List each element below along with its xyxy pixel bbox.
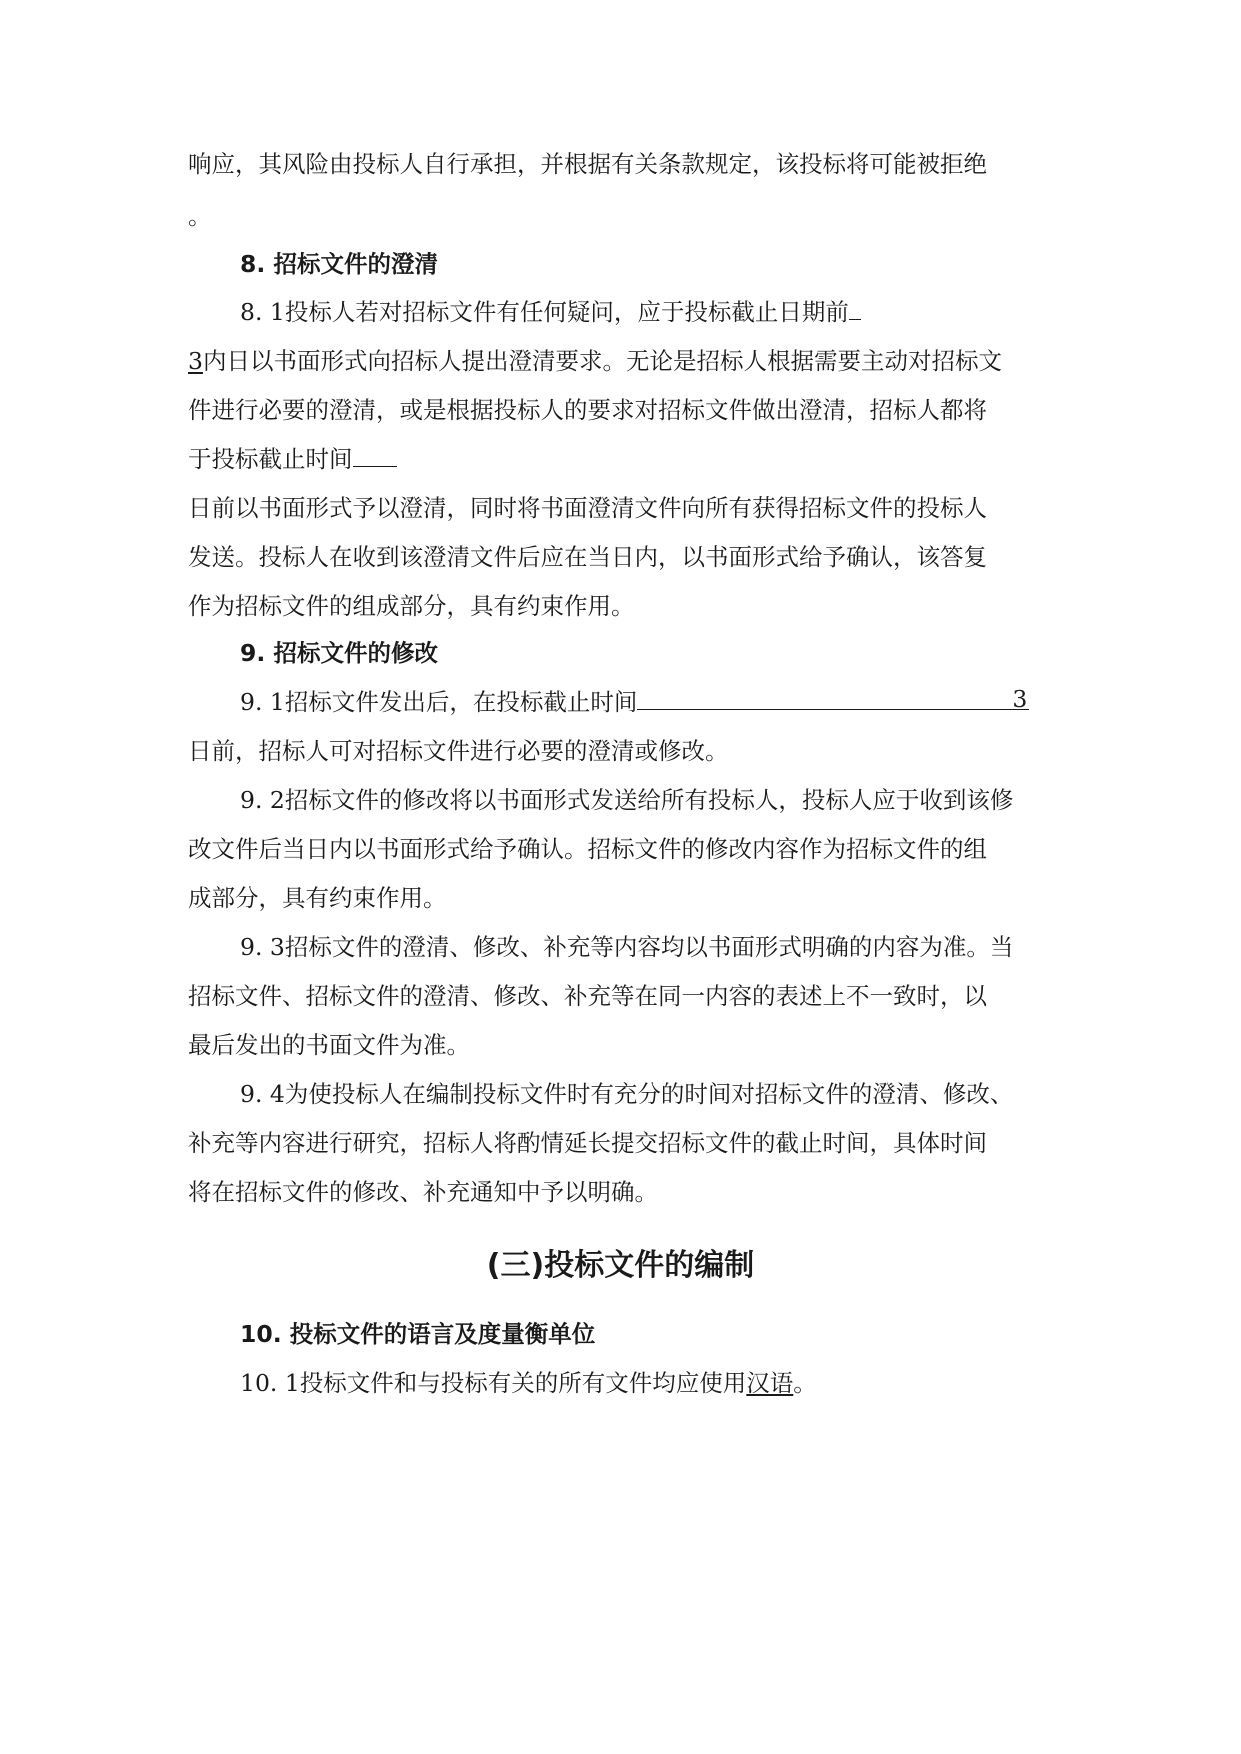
clause-8-1-line: 日前以书面形式予以澄清，同时将书面澄清文件向所有获得招标文件的投标人 xyxy=(188,494,987,522)
paragraph-line: 。 xyxy=(188,202,212,230)
fill-blank xyxy=(637,685,1029,713)
clause-8-1-line: 作为招标文件的组成部分，具有约束作用。 xyxy=(188,592,635,620)
fill-blank xyxy=(353,444,397,467)
days-value: 3 xyxy=(188,347,203,375)
clause-text: 内日以书面形式向招标人提出澄清要求。无论是招标人根据需要主动对招标文 xyxy=(202,347,1002,375)
section-10-heading: 10. 投标文件的语言及度量衡单位 xyxy=(240,1320,596,1348)
clause-9-1-line xyxy=(240,686,1120,718)
clause-8-1-line xyxy=(188,443,1068,475)
clause-9-2-line: 改文件后当日内以书面形式给予确认。招标文件的修改内容作为招标文件的组 xyxy=(188,835,987,863)
clause-text: 于投标截止时间 xyxy=(188,445,353,473)
clause-8-1-line xyxy=(188,345,1068,377)
days-value: 3 xyxy=(1012,685,1028,713)
section-8-heading: 8. 招标文件的澄清 xyxy=(240,250,438,278)
clause-9-1-line: 日前，招标人可对招标文件进行必要的澄清或修改。 xyxy=(188,737,729,765)
clause-text: 8. 1投标人若对招标文件有任何疑问，应于投标截止日期前 xyxy=(240,298,849,326)
clause-10-1-line xyxy=(240,1367,1120,1399)
section-3-title: (三)投标文件的编制 xyxy=(486,1248,755,1283)
clause-text: 。 xyxy=(793,1369,817,1397)
clause-8-1-line xyxy=(240,296,1120,328)
paragraph-line: 响应，其风险由投标人自行承担，并根据有关条款规定，该投标将可能被拒绝 xyxy=(188,150,987,178)
clause-text: 10. 1投标文件和与投标有关的所有文件均应使用 xyxy=(240,1369,747,1397)
clause-9-2-line: 成部分，具有约束作用。 xyxy=(188,884,447,912)
clause-9-4-line: 将在招标文件的修改、补充通知中予以明确。 xyxy=(188,1178,658,1206)
language-value: 汉语 xyxy=(746,1369,794,1397)
clause-text: 9. 1招标文件发出后，在投标截止时间 xyxy=(240,688,638,716)
clause-8-1-line: 件进行必要的澄清，或是根据投标人的要求对招标文件做出澄清，招标人都将 xyxy=(188,396,987,424)
clause-9-4-line: 9. 4为使投标人在编制投标文件时有充分的时间对招标文件的澄清、修改、 xyxy=(240,1080,1014,1108)
clause-9-2-line: 9. 2招标文件的修改将以书面形式发送给所有投标人，投标人应于收到该修 xyxy=(240,786,1014,814)
clause-9-4-line: 补充等内容进行研究，招标人将酌情延长提交招标文件的截止时间，具体时间 xyxy=(188,1129,987,1157)
section-9-heading: 9. 招标文件的修改 xyxy=(240,639,438,667)
clause-9-3-line: 9. 3招标文件的澄清、修改、补充等内容均以书面形式明确的内容为准。当 xyxy=(240,933,1014,961)
clause-9-3-line: 最后发出的书面文件为准。 xyxy=(188,1031,470,1059)
clause-9-3-line: 招标文件、招标文件的澄清、修改、补充等在同一内容的表述上不一致时，以 xyxy=(188,982,987,1010)
clause-8-1-line: 发送。投标人在收到该澄清文件后应在当日内，以书面形式给予确认，该答复 xyxy=(188,543,987,571)
fill-blank xyxy=(849,297,861,320)
